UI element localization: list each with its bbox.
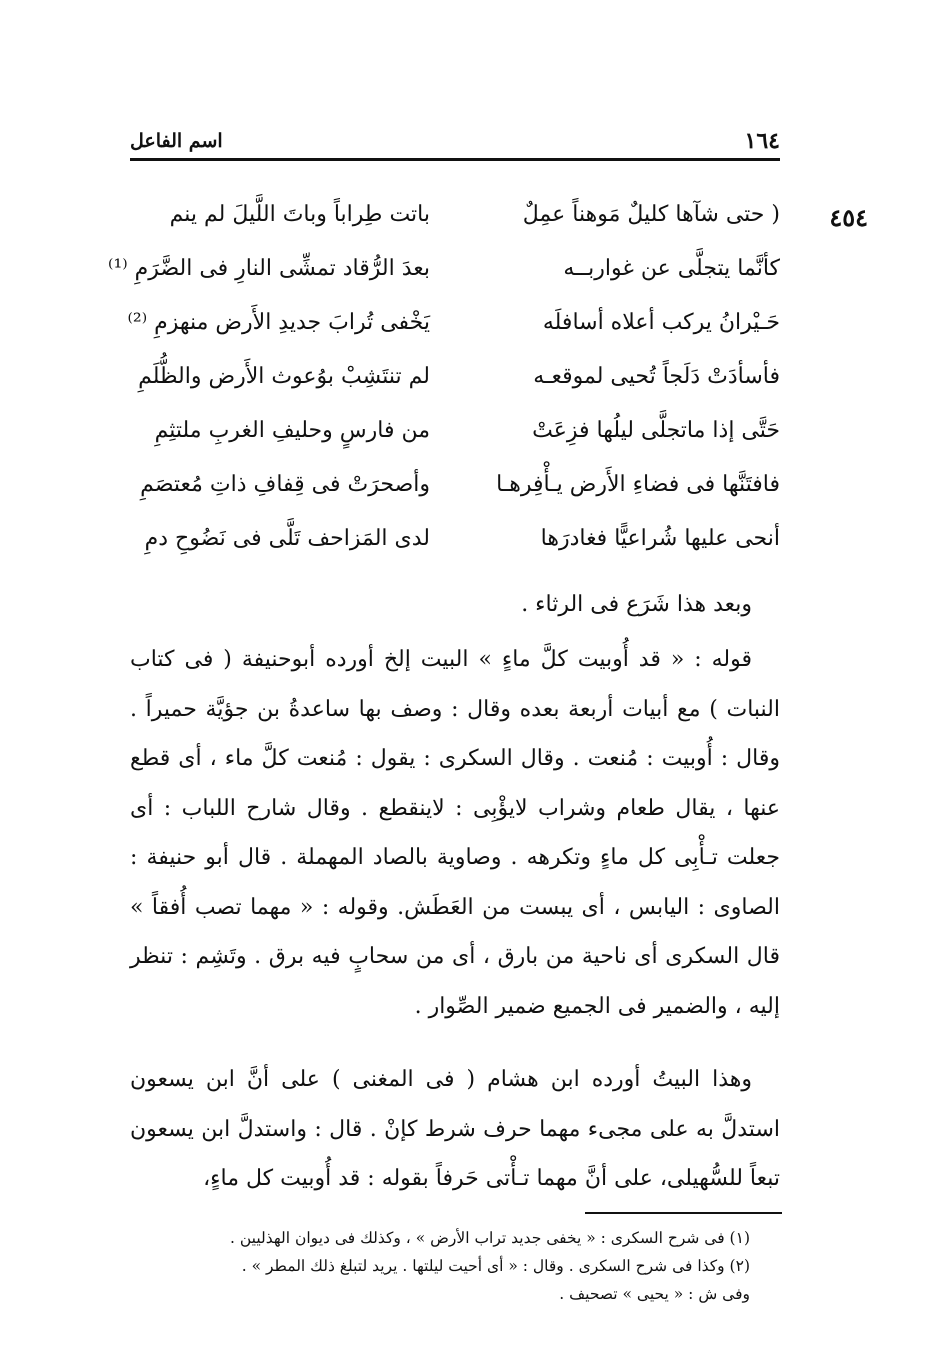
footnote: (١) فى شرح السكرى : « يخفى جديد تراب الأرض » ، وكذلك فى ديوان الهذليين .	[230, 1229, 750, 1247]
poem-line	[130, 466, 780, 520]
poem-hemistich-first: ( حتى شآها كليلٌ مَوهناً عمِلٌ	[522, 202, 780, 227]
poem-hemistich-second: بعدَ الرُّقاد تمشِّى النارِ فى الضَّرَمِ ⁽¹⁾	[108, 256, 430, 281]
commentary-paragraph	[130, 1055, 780, 1204]
poem-hemistich-second: لدى المَزاحف تَلَّى فى نَضُوحِ دمِ	[144, 526, 430, 551]
poem-hemistich-second: لم تنتَشِبْ بوُعوث الأَرض والظُّلَمِ	[138, 364, 430, 389]
poem-hemistich-first: فأسأدَتْ دَلَجاً تُحيى لموقعـه	[533, 364, 780, 389]
paragraph: وهذا البيتُ أورده ابن هشام ( فى المغنى ) على أنَّ ابن يسعون استدلَّ به على مجىء مهما حرف شرط كإنْ . قال : واستدلَّ ابن يسعون تبعاً للسُّهيلى، على أنَّ مهما تـأْتى حَرفاً بقوله : قد أُوبيت كل ماءٍ،	[130, 1067, 780, 1191]
poem-line	[108, 250, 780, 304]
poem-hemistich-second: يَخْفى تُرابَ جديدِ الأَرض منهزمِ ⁽²⁾	[127, 310, 430, 335]
poem-hemistich-first: حَتَّى إذا ماتجلَّى ليلُها فزِعَتْ	[532, 418, 780, 443]
footnotes	[110, 1224, 750, 1308]
footnote-divider	[585, 1212, 782, 1214]
poem-line	[130, 358, 780, 412]
footnote: وفى ش : « يحيى » تصحيف .	[559, 1285, 750, 1303]
poem-line	[127, 304, 780, 358]
poem-hemistich-second: من فارسٍ وحليفِ الغربِ ملتثِمِ	[154, 418, 430, 443]
after-poem-text	[130, 580, 780, 630]
poem-hemistich-first: فافتَنَّها فى فضاءِ الأَرض يـأْفِرهـا	[496, 472, 780, 497]
page-number: ١٦٤	[744, 128, 780, 154]
poem-hemistich-first: حَـيْرانُ يركب أعلاه أسافلَه	[542, 310, 780, 335]
footnote: (٢) وكذا فى شرح السكرى . وقال : « أى أحيت ليلتها . يريد لتبلغ ذلك المطر » .	[241, 1257, 750, 1275]
page-header	[130, 128, 780, 161]
poem-hemistich-second: وأصحرَتْ فى قِفافِ ذاتِ مُعتصَمِ	[140, 472, 430, 497]
verse-number: ٤٥٤	[829, 203, 868, 232]
poem	[108, 196, 780, 574]
commentary-paragraph	[130, 635, 780, 1031]
poem-line	[130, 520, 780, 574]
poem-line	[130, 196, 780, 250]
paragraph: وبعد هذا شَرَع فى الرثاء .	[521, 592, 752, 617]
poem-hemistich-second: باتت طِراباً وباتَ اللَّيلَ لم ينم	[169, 202, 430, 227]
paragraph: قوله : « قد أُوبيت كلَّ ماءٍ » البيت إلخ أورده أبوحنيفة ( فى كتاب النبات ) مع أبيات أربعة بعده وقال : وصف بها ساعدةُ بن جؤيَّة حميراً . وقال : أُوبيت : مُنعت . وقال السكرى : يقول : مُنعت كلَّ ماء ، أى قطع عنها ، يقال طعام وشراب لايؤْبِى : لاينقطع . وقال شارح اللباب : أى جعلت تـأْبِى كل ماءٍ وتكرهه . وصاوية بالصاد المهملة . قال أبو حنيفة : الصاوى : اليابس ، أى يبست من العَطَش. وقوله : « مهما تصب أُفقاً » قال السكرى أى ناحية من بارق ، أى من سحابٍ فيه برق . وتَشِم : تنظر إليه ، والضمير فى الجميع ضمير الصِّوار .	[130, 647, 780, 1019]
poem-line	[130, 412, 780, 466]
poem-hemistich-first: كأنَّما يتجلَّى عن غواربــه	[563, 256, 780, 281]
poem-hemistich-first: أنحى عليها شُراعيًّا فغادرَها	[540, 526, 780, 551]
section-title: اسم الفاعل	[130, 130, 223, 152]
